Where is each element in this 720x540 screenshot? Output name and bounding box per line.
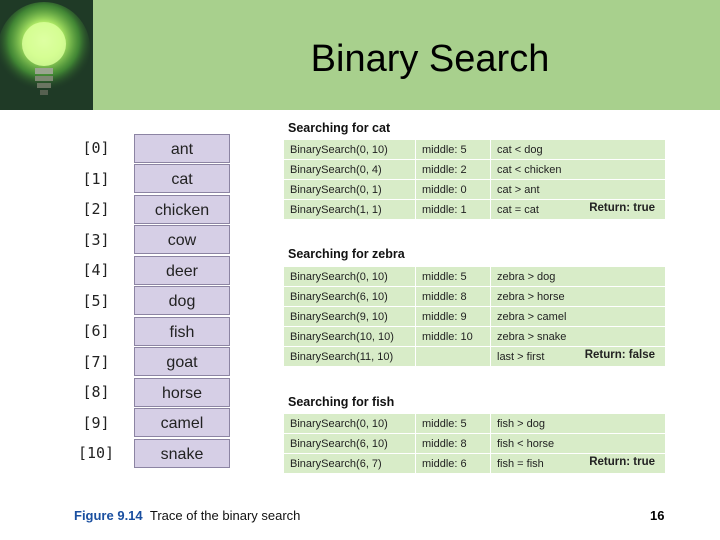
call-cell: BinarySearch(0, 10) [284, 267, 416, 287]
comparison-cell [491, 454, 666, 474]
search-zebra-table [283, 266, 666, 367]
table-row [284, 287, 666, 307]
slide-title: Binary Search [310, 38, 550, 80]
call-cell: BinarySearch(9, 10) [284, 307, 416, 327]
middle-cell: middle: 10 [416, 327, 491, 347]
comparison-text: zebra > horse [497, 290, 565, 303]
middle-cell: middle: 5 [416, 267, 491, 287]
call-cell: BinarySearch(0, 1) [284, 180, 416, 200]
array-index: [4] [82, 261, 110, 279]
array-cell: snake [134, 439, 230, 468]
middle-cell: middle: 5 [416, 140, 491, 160]
array-index: [1] [82, 170, 110, 188]
middle-cell: middle: 6 [416, 454, 491, 474]
middle-cell: middle: 9 [416, 307, 491, 327]
middle-cell: middle: 0 [416, 180, 491, 200]
table-row [284, 200, 666, 220]
comparison-cell [491, 160, 666, 180]
comparison-cell [491, 200, 666, 220]
table-row [284, 434, 666, 454]
middle-cell: middle: 8 [416, 287, 491, 307]
middle-cell: middle: 5 [416, 414, 491, 434]
page-number: 16 [650, 508, 665, 523]
call-cell: BinarySearch(0, 10) [284, 140, 416, 160]
table-row [284, 140, 666, 160]
comparison-text: cat = cat [497, 203, 539, 216]
return-label: Return: false [584, 349, 655, 361]
comparison-cell [491, 434, 666, 454]
array-index: [6] [82, 322, 110, 340]
call-cell: BinarySearch(0, 4) [284, 160, 416, 180]
array-cell: chicken [134, 195, 230, 224]
lightbulb-icon [0, 0, 93, 110]
array-index: [10] [77, 444, 115, 462]
search-fish-title: Searching for fish [288, 395, 395, 409]
array-index: [8] [82, 383, 110, 401]
table-row [284, 347, 666, 367]
lightbulb-logo [0, 0, 93, 110]
figure-caption-text: Trace of the binary search [149, 508, 301, 523]
comparison-text: last > first [497, 350, 545, 363]
middle-cell: middle: 2 [416, 160, 491, 180]
call-cell: BinarySearch(10, 10) [284, 327, 416, 347]
call-cell: BinarySearch(0, 10) [284, 414, 416, 434]
figure-caption [74, 508, 300, 523]
comparison-cell [491, 347, 666, 367]
array-cell: camel [134, 408, 230, 437]
comparison-cell [491, 307, 666, 327]
comparison-cell [491, 140, 666, 160]
array-index: [3] [82, 231, 110, 249]
middle-cell [416, 347, 491, 367]
comparison-text: cat < dog [497, 143, 543, 156]
array-cell: dog [134, 286, 230, 315]
array-index: [5] [82, 292, 110, 310]
call-cell: BinarySearch(11, 10) [284, 347, 416, 367]
comparison-text: zebra > camel [497, 310, 567, 323]
search-fish-table [283, 413, 666, 474]
array-cell: goat [134, 347, 230, 376]
middle-cell: middle: 8 [416, 434, 491, 454]
search-cat-table [283, 139, 666, 220]
array-cell: fish [134, 317, 230, 346]
table-row [284, 327, 666, 347]
array-cell: cow [134, 225, 230, 254]
call-cell: BinarySearch(6, 10) [284, 287, 416, 307]
comparison-cell [491, 180, 666, 200]
comparison-cell [491, 327, 666, 347]
array-cell: deer [134, 256, 230, 285]
search-cat-title: Searching for cat [288, 121, 391, 135]
array-cell: horse [134, 378, 230, 407]
return-label: Return: true [589, 456, 655, 468]
comparison-text: zebra > snake [497, 330, 567, 343]
table-row [284, 160, 666, 180]
comparison-cell [491, 287, 666, 307]
array-index: [9] [82, 414, 110, 432]
array-index: [7] [82, 353, 110, 371]
array-cell: cat [134, 164, 230, 193]
middle-cell: middle: 1 [416, 200, 491, 220]
comparison-text: cat < chicken [497, 163, 562, 176]
comparison-cell [491, 414, 666, 434]
search-zebra-title: Searching for zebra [288, 247, 405, 261]
table-row [284, 267, 666, 287]
table-row [284, 414, 666, 434]
comparison-text: fish = fish [497, 457, 544, 470]
comparison-text: fish > dog [497, 417, 546, 430]
table-row [284, 307, 666, 327]
call-cell: BinarySearch(6, 10) [284, 434, 416, 454]
array-index: [2] [82, 200, 110, 218]
comparison-text: zebra > dog [497, 270, 556, 283]
table-row [284, 454, 666, 474]
call-cell: BinarySearch(6, 7) [284, 454, 416, 474]
comparison-cell [491, 267, 666, 287]
array-index: [0] [82, 139, 110, 157]
call-cell: BinarySearch(1, 1) [284, 200, 416, 220]
figure-label: Figure 9.14 [74, 508, 143, 523]
return-label: Return: true [589, 202, 655, 214]
comparison-text: fish < horse [497, 437, 555, 450]
array-cell: ant [134, 134, 230, 163]
table-row [284, 180, 666, 200]
comparison-text: cat > ant [497, 183, 540, 196]
